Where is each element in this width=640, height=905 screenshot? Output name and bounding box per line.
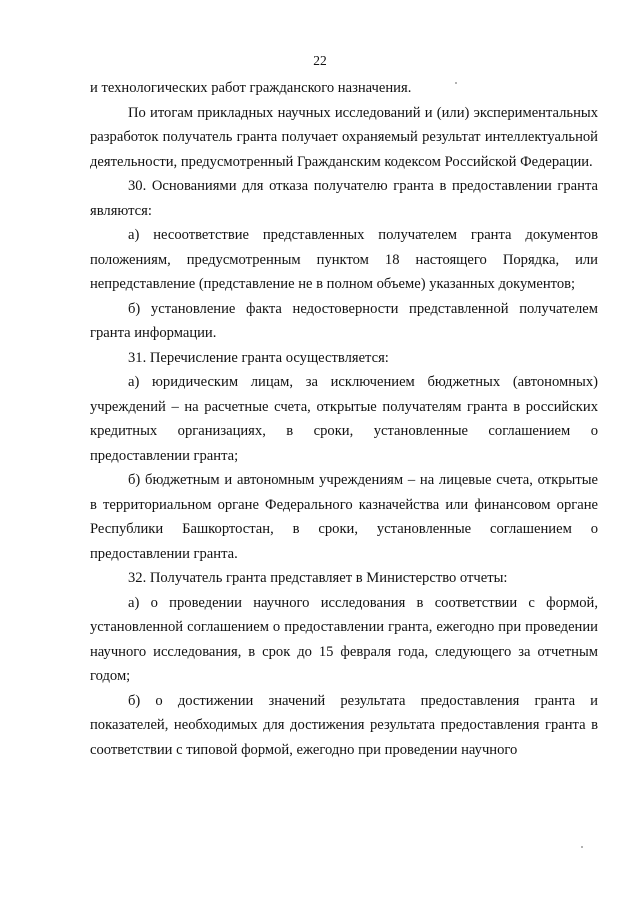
scan-speck [455,82,457,84]
paragraph-31-b: б) бюджетным и автономным учреждениям – на лицевые счета, открытые в территориальном органе Федерального казначейства или финансовом органе Республики Башкортостан, в сроки, установленные соглашением о предоставлении гранта. [90,472,598,562]
paragraph-31-a: а) юридическим лицам, за исключением бюджетных (автономных) учреждений – на расчетные счета, открытые получателям гранта в российских кредитных организациях, в сроки, установленные соглашением о предоставлении гранта; [90,374,598,464]
scan-speck [581,846,583,848]
paragraph-32-a: а) о проведении научного исследования в соответствии с формой, установленной соглашением о предоставлении гранта, ежегодно при проведении научного исследования, в срок до 15 февраля года, следующего за отчетным годом; [90,594,598,684]
paragraph-30-a: а) несоответствие представленных получателем гранта документов положениям, предусмотренным пунктом 18 настоящего Порядка, или непредставление (представление не в полном объеме) указанных документов; [90,227,598,292]
document-body [90,76,598,762]
paragraph-result-ip: По итогам прикладных научных исследований и (или) экспериментальных разработок получатель гранта получает охраняемый результат интеллектуальной деятельности, предусмотренный Гражданским кодексом Российской Федерации. [90,104,598,170]
paragraph-31-transfer: 31. Перечисление гранта осуществляется: [128,349,389,366]
page-number: 22 [313,53,327,68]
paragraph-continuation: и технологических работ гражданского назначения. [90,80,412,96]
paragraph-32-reports: 32. Получатель гранта представляет в Министерство отчеты: [128,570,508,586]
paragraph-30-b: б) установление факта недостоверности представленной получателем гранта информации. [90,300,598,341]
paragraph-32-b: б) о достижении значений результата предоставления гранта и показателей, необходимых для достижения результата предоставления гранта в соответствии с типовой формой, ежегодно при проведении научного [90,692,598,758]
paragraph-30-refusal-grounds: 30. Основаниями для отказа получателю гранта в предоставлении гранта являются: [90,178,598,219]
